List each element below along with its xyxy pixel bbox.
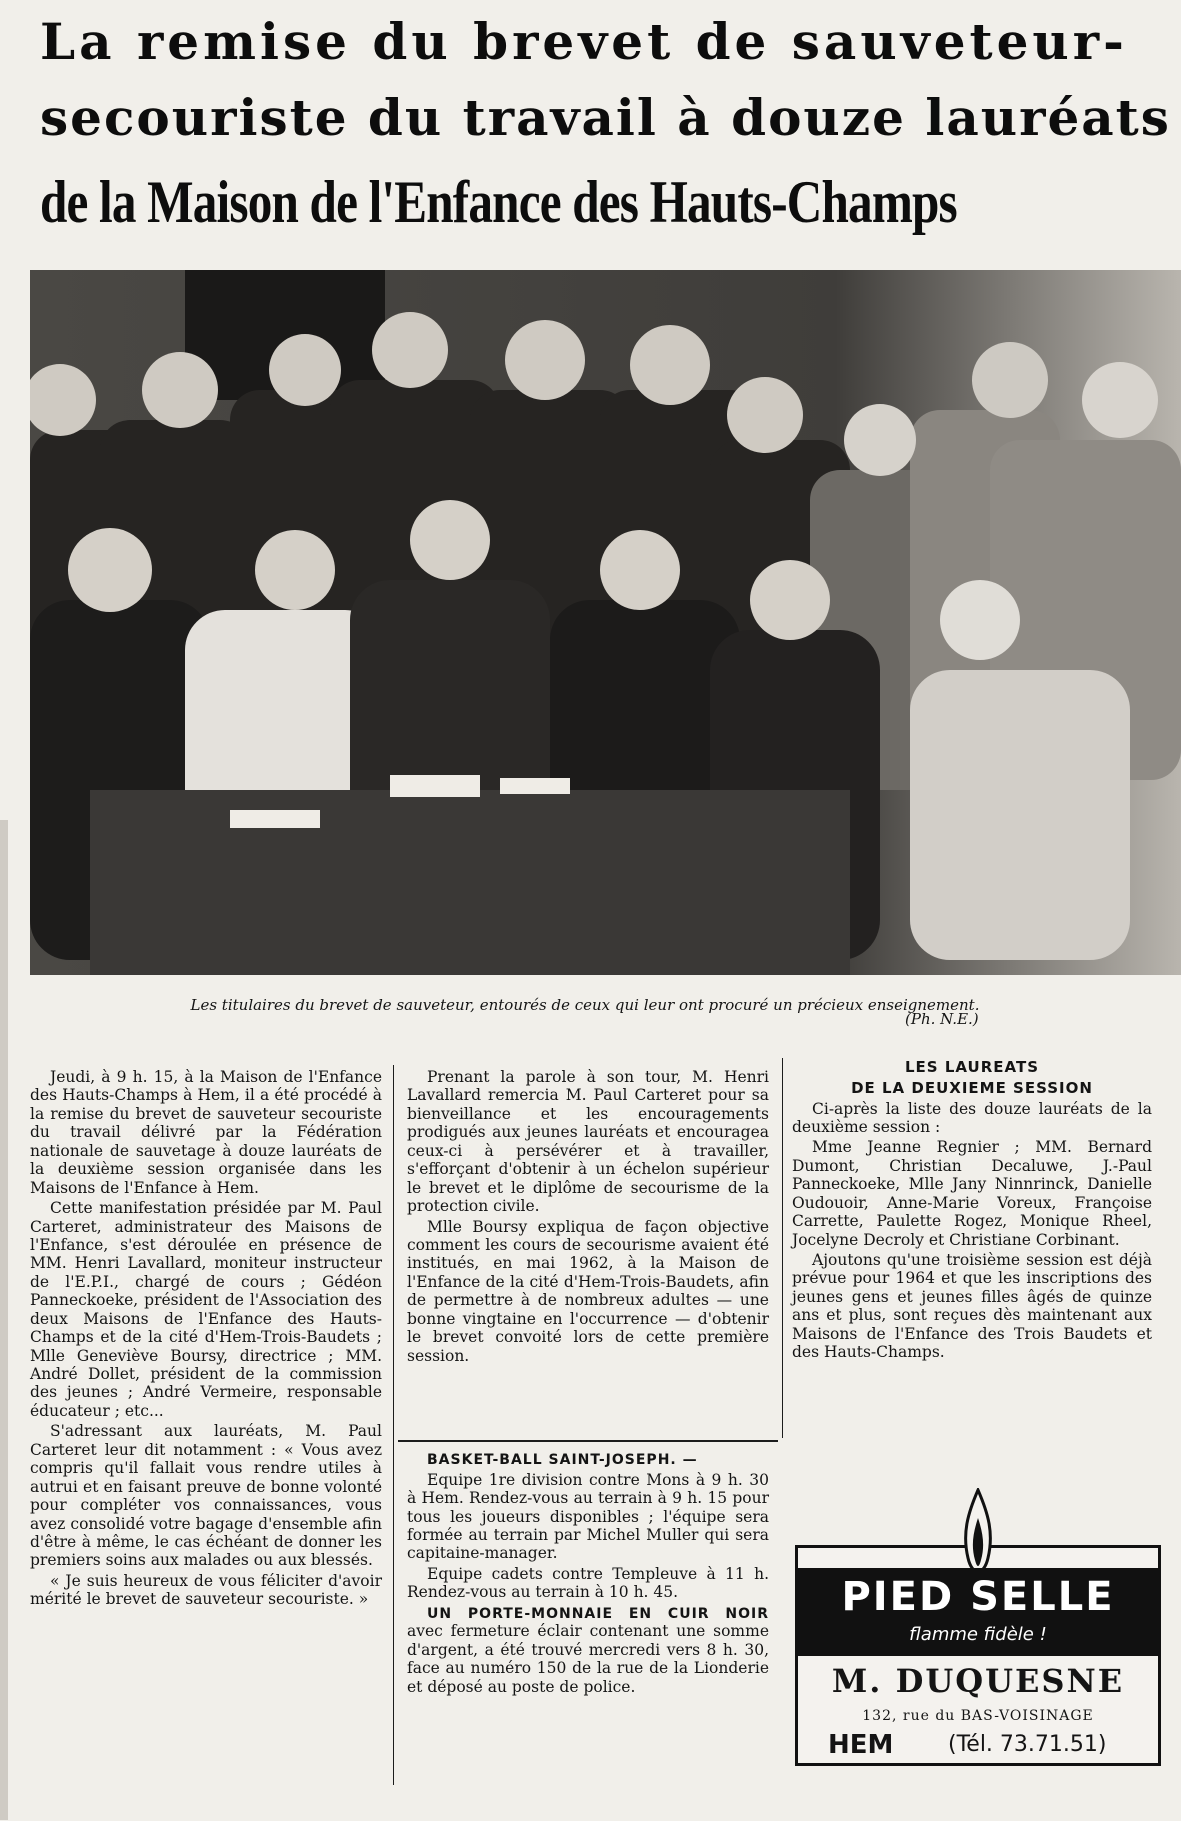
ad-city: HEM: [828, 1730, 894, 1760]
column-divider: [782, 1058, 783, 1438]
article-paragraph: Jeudi, à 9 h. 15, à la Maison de l'Enfance des Hauts-Champs à Hem, il a été procédé à la remise du brevet de sauveteur secouriste du travail délivré par la Fédération nationale de sauvetage à douze lauréats de la deuxième session organisée dans les Maisons de l'Enfance à Hem.: [30, 1068, 382, 1197]
photo-credit: (Ph. N.E.): [905, 1010, 979, 1028]
laureats-paragraph: Ajoutons qu'une troisième session est déjà prévue pour 1964 et que les inscriptions des jeunes gens et jeunes filles âgés de quinze ans et plus, sont reçues dès maintenant aux Maisons de l'Enfance des Trois Baudets et des Hauts-Champs.: [792, 1251, 1152, 1362]
lost-item-text: avec fermeture éclair contenant une somme d'argent, a été trouvé mercredi vers 8 h. 30, face au numéro 150 de la rue de la Lionderie et déposé au poste de police.: [407, 1622, 769, 1696]
advertisement: [795, 1545, 1161, 1766]
photo-caption: Les titulaires du brevet de sauveteur, entourés de ceux qui leur ont procuré un précieux enseignement.: [190, 996, 980, 1014]
laureats-paragraph: Ci-après la liste des douze lauréats de la deuxième session :: [792, 1099, 1152, 1136]
laureats-column: [792, 1058, 1152, 1364]
article-paragraph: Prenant la parole à son tour, M. Henri Lavallard remercia M. Paul Carteret pour sa bienveillance et les encouragements prodigués aux jeunes lauréats et encouragea ceux-ci à persévérer et à travailler, s'efforçant d'obtenir à un échelon supérieur le brevet et le diplôme de secourisme de la protection civile.: [407, 1068, 769, 1216]
article-paragraph: « Je suis heureux de vous féliciter d'avoir mérité le brevet de sauveteur secouriste. »: [30, 1571, 382, 1609]
article-column-1: [30, 1068, 382, 1611]
sports-heading: BASKET-BALL SAINT-JOSEPH. —: [427, 1452, 698, 1468]
ad-address: 132, rue du BAS-VOISINAGE: [862, 1708, 1094, 1724]
article-paragraph: S'adressant aux lauréats, M. Paul Carteret leur dit notamment : « Vous avez compris qu'il fallait vous rendre utiles à autrui et en faisant preuve de bonne volonté pour compléter vos connaissances, vous avez consolidé votre bagage d'ensemble afin d'être à même, le cas échéant de donner les premiers soins aux malades ou aux blessés.: [30, 1422, 382, 1570]
sports-paragraph: Equipe 1re division contre Mons à 9 h. 30 à Hem. Rendez-vous au terrain à 9 h. 15 pour tous les joueurs disponibles ; l'équipe sera formée au terrain par Michel Muller qui sera capitaine-manager.: [407, 1470, 769, 1563]
article-paragraph: Cette manifestation présidée par M. Paul Carteret, administrateur des Maisons de l'Enfance, s'est déroulée en présence de MM. Henri Lavallard, moniteur instructeur de l'E.P.I., chargé de cours ; Gédéon Panneckoeke, président de l'Association des deux Maisons de l'Enfance des Hauts-Champs et de la cité d'Hem-Trois-Baudets ; Mlle Geneviève Boursy, directrice ; MM. André Dollet, président de la commission des jeunes ; André Vermeire, responsable éducateur ; etc...: [30, 1199, 382, 1420]
headline-line-1: La remise du brevet de sauveteur-: [40, 12, 1128, 71]
group-photo: [30, 270, 1181, 975]
ad-merchant-name: M. DUQUESNE: [831, 1662, 1125, 1700]
section-divider: [398, 1440, 778, 1442]
article-paragraph: Mlle Boursy expliqua de façon objective comment les cours de secourisme avaient été institués, en mai 1962, à la Maison de l'Enfance de la cité d'Hem-Trois-Baudets, afin de permettre à de nombreux adultes — une bonne vingtaine en l'occurrence — d'obtenir le brevet convoité lors de cette première session.: [407, 1217, 769, 1365]
headline-line-3: de la Maison de l'Enfance des Hauts-Champs: [40, 169, 957, 235]
laureats-heading-1: LES LAUREATS: [905, 1058, 1039, 1076]
lost-item-heading: UN PORTE-MONNAIE EN CUIR NOIR: [427, 1605, 769, 1622]
article-column-2: [407, 1068, 769, 1367]
ad-phone: (Tél. 73.71.51): [948, 1732, 1107, 1757]
column-divider: [393, 1065, 394, 1785]
group-photo-illustration: [30, 270, 1181, 975]
headline-line-2: secouriste du travail à douze lauréats: [40, 88, 1171, 147]
ad-brand: PIED SELLE: [841, 1574, 1115, 1620]
laureats-paragraph: Mme Jeanne Regnier ; MM. Bernard Dumont, Christian Decaluwe, J.-Paul Panneckoeke, Mlle Jany Ninnrinck, Danielle Oudouoir, Anne-Marie Voreux, Françoise Carrette, Paulette Rogez, Monique Rheel, Jocelyne Decroly et Christiane Corbinant.: [792, 1138, 1152, 1249]
page-edge: [0, 820, 8, 1820]
laureats-heading-2: DE LA DEUXIEME SESSION: [851, 1078, 1093, 1097]
sports-notice: [407, 1450, 769, 1698]
sports-paragraph: Equipe cadets contre Templeuve à 11 h. Rendez-vous au terrain à 10 h. 45.: [407, 1564, 769, 1602]
ad-tagline: flamme fidèle !: [909, 1624, 1047, 1645]
ad-brand-band: [798, 1568, 1158, 1656]
